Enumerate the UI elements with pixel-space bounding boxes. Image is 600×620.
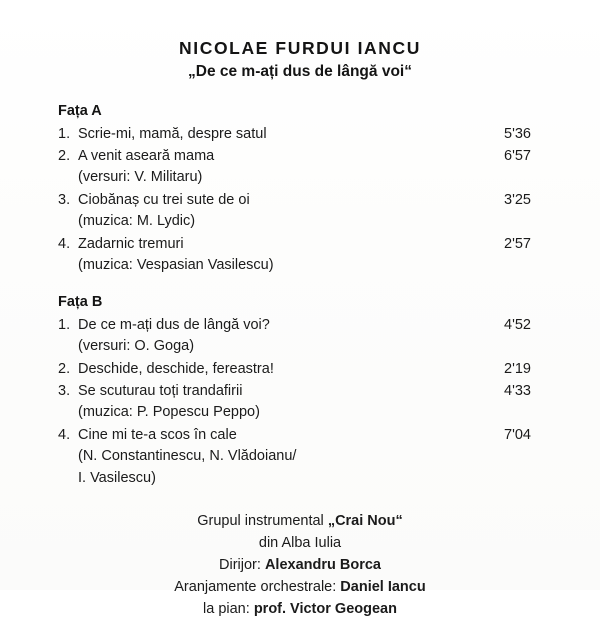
credit-prefix: (muzica: (78, 404, 137, 421)
track-number: 2. (58, 148, 71, 165)
footer-arrangements-name: Daniel Iancu (340, 578, 426, 595)
credit-name: V. Militaru (134, 169, 198, 186)
credit-name-line2: I. Vasilescu) (78, 469, 156, 486)
track-duration: 4'33 (504, 383, 531, 400)
track-credit-continued (58, 468, 550, 490)
credit-name: Vespasian Vasilescu (136, 256, 269, 273)
footer-credits (0, 510, 600, 620)
side-a-title: Fața A (58, 103, 102, 119)
track-duration: 7'04 (504, 426, 531, 443)
footer-conductor-label: Dirijor: (219, 556, 265, 573)
track-number: 1. (58, 126, 71, 142)
track-title: Se scuturau toți trandafirii (78, 383, 243, 400)
track-credit (58, 167, 550, 189)
track-row (58, 314, 550, 336)
track-credit (58, 336, 550, 358)
credit-name: P. Popescu Peppo (136, 404, 256, 421)
track-row (58, 123, 550, 145)
credit-suffix: ) (255, 404, 260, 421)
side-a-section (58, 103, 550, 276)
track-credit (58, 402, 550, 424)
track-title: Zadarnic tremuri (78, 235, 184, 252)
footer-conductor (0, 554, 600, 576)
track-row (58, 424, 550, 446)
credit-name: M. Lydic (136, 212, 191, 229)
side-b-title: Fața B (58, 294, 103, 311)
track-number: 4. (58, 235, 71, 252)
track-number: 2. (58, 361, 71, 378)
credit-prefix: (versuri: (78, 169, 135, 186)
side-b-section (58, 294, 550, 489)
track-title: A venit aseară mama (78, 148, 215, 165)
track-number: 3. (58, 191, 71, 208)
footer-piano (0, 598, 600, 620)
header (0, 38, 600, 81)
credit-prefix: (muzica: (78, 212, 137, 229)
track-credit (58, 446, 550, 468)
footer-arrangements (0, 576, 600, 598)
track-title: De ce m-ați dus de lângă voi? (78, 317, 270, 334)
track-duration: 2'19 (504, 361, 531, 378)
track-title: Ciobănaș cu trei sute de oi (78, 191, 250, 208)
credit-suffix: ) (190, 212, 196, 229)
track-number: 4. (58, 426, 71, 443)
track-duration: 4'52 (504, 317, 531, 334)
footer-conductor-name: Alexandru Borca (264, 556, 381, 573)
footer-piano-label: la pian: (203, 600, 254, 617)
credit-prefix: (muzica: (78, 256, 137, 273)
track-duration: 2'57 (504, 235, 531, 252)
track-number: 3. (58, 383, 71, 400)
track-row (58, 145, 550, 167)
track-row (58, 358, 550, 380)
credit-name: (N. Constantinescu, N. Vlădoianu/ (78, 448, 297, 464)
track-duration: 6'57 (504, 148, 531, 165)
track-row (58, 233, 550, 255)
track-duration: 3'25 (504, 191, 531, 208)
footer-piano-name: prof. Victor Geogean (253, 600, 397, 617)
footer-city: din Alba Iulia (258, 534, 342, 551)
footer-ensemble (0, 510, 600, 532)
track-credit (58, 255, 550, 277)
track-row (58, 380, 550, 402)
credit-name: O. Goga (134, 338, 190, 355)
credit-suffix: ) (189, 338, 195, 355)
track-credit (58, 211, 550, 233)
tracklist (0, 103, 600, 490)
artist-name: NICOLAE FURDUI IANCU (179, 38, 421, 58)
credit-suffix: ) (197, 169, 203, 186)
footer-ensemble-plain: Grupul instrumental (197, 512, 328, 529)
track-title: Cine mi te-a scos în cale (78, 426, 237, 443)
album-title: „De ce m-ați dus de lângă voi“ (188, 63, 412, 80)
credit-prefix: (versuri: (78, 338, 135, 355)
track-title: Deschide, deschide, fereastra! (78, 361, 274, 378)
credit-suffix: ) (268, 256, 274, 273)
footer-arrangements-label: Aranjamente orchestrale: (174, 578, 341, 595)
track-duration: 5'36 (504, 126, 531, 142)
track-row (58, 189, 550, 211)
footer-ensemble-name: „Crai Nou“ (327, 512, 403, 529)
track-title: Scrie-mi, mamă, despre satul (78, 126, 267, 142)
track-number: 1. (58, 317, 71, 334)
